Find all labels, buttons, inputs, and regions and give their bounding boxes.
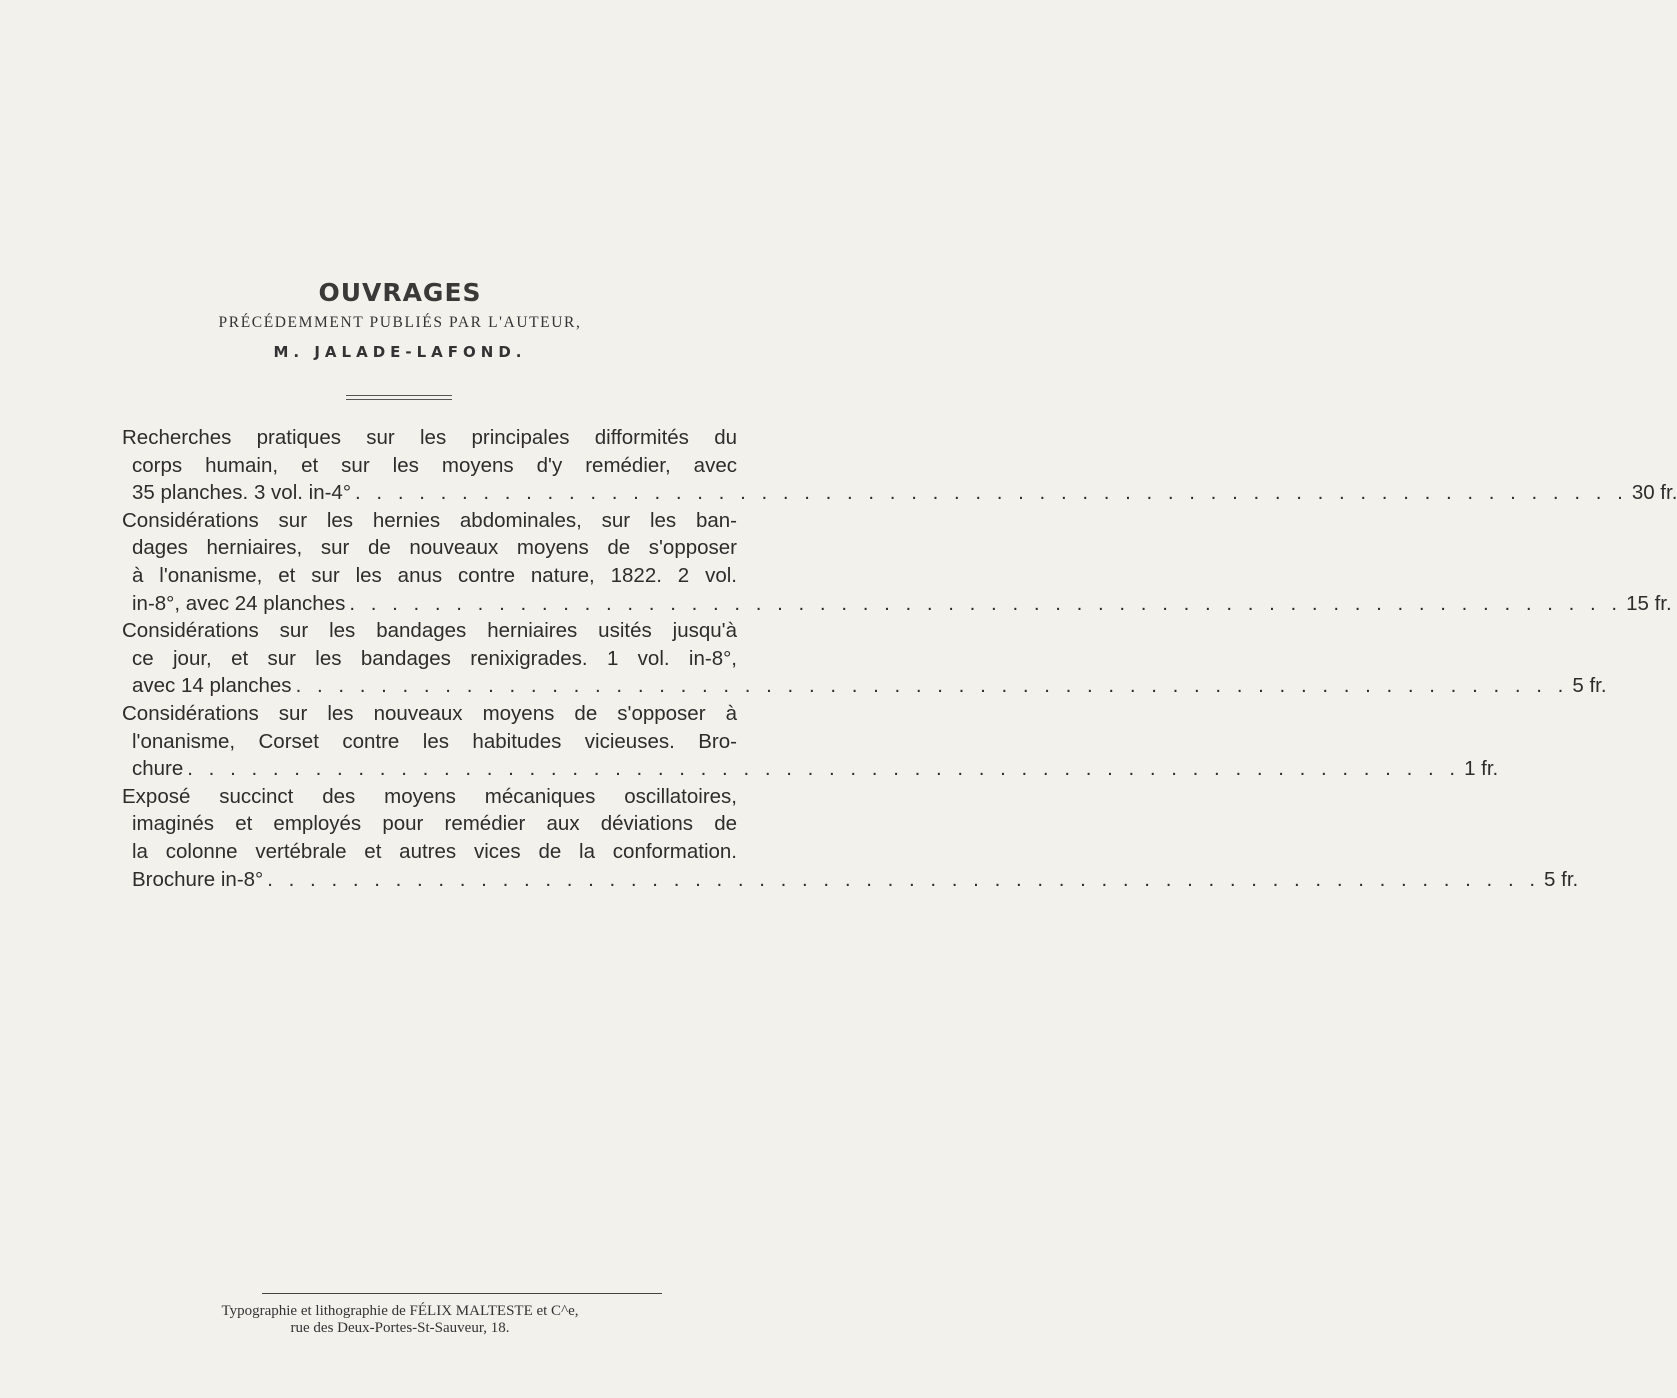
work-entry bbox=[122, 783, 1579, 893]
double-rule-divider bbox=[346, 395, 452, 400]
work-entry bbox=[122, 700, 1499, 783]
page-subtitle: PRÉCÉDEMMENT PUBLIÉS PAR L'AUTEUR, bbox=[218, 314, 582, 331]
printer-imprint bbox=[0, 1303, 800, 1337]
dot-leader: . . . . . . . . . . . . . . . . . . . . . . . . . . . . . . . . . . . . . . . . . . . . . . . . . . . . . . . . . . . . bbox=[187, 757, 1461, 781]
entry-text-line: corps humain, et sur les moyens d'y remédier, avec bbox=[132, 453, 737, 477]
entry-text-line: dages herniaires, sur de nouveaux moyens de s'opposer bbox=[132, 536, 737, 560]
page-title: OUVRAGES bbox=[318, 278, 482, 307]
entry-text-line: à l'onanisme, et sur les anus contre nature, 1822. 2 vol. bbox=[132, 563, 737, 587]
entry-text-line: Recherches pratiques sur les principales difformités du bbox=[122, 426, 737, 449]
entry-text-line: Brochure in-8° bbox=[132, 867, 264, 891]
works-list bbox=[122, 424, 1677, 893]
entry-text-line: ce jour, et sur les bandages renixigrades. 1 vol. in-8°, bbox=[132, 646, 737, 670]
entry-price-line bbox=[132, 866, 1579, 894]
entry-text-line: Considérations sur les hernies abdominales, sur les ban- bbox=[122, 508, 737, 532]
entry-price-line bbox=[132, 590, 1672, 618]
dot-leader: . . . . . . . . . . . . . . . . . . . . . . . . . . . . . . . . . . . . . . . . . . . . . . . . . . . . . . . . . . . . bbox=[295, 674, 1569, 698]
dot-leader: . . . . . . . . . . . . . . . . . . . . . . . . . . . . . . . . . . . . . . . . . . . . . . . . . . . . . . . . . . . . bbox=[355, 481, 1628, 505]
entry-text-line: imaginés et employés pour remédier aux déviations de bbox=[132, 812, 737, 836]
entry-text-line: avec 14 planches bbox=[132, 674, 292, 698]
entry-price-line bbox=[132, 755, 1499, 783]
work-entry bbox=[122, 424, 1677, 507]
entry-price-line bbox=[132, 672, 1607, 700]
dot-leader: . . . . . . . . . . . . . . . . . . . . . . . . . . . . . . . . . . . . . . . . . . . . . . . . . . . . . . . . . . . . bbox=[349, 591, 1623, 615]
work-entry bbox=[122, 617, 1607, 700]
entry-price: 1 fr. bbox=[1464, 757, 1499, 781]
entry-price-line bbox=[132, 479, 1677, 507]
entry-text-line: la colonne vertébrale et autres vices de la conformation. bbox=[132, 839, 737, 863]
entry-text-line: Exposé succinct des moyens mécaniques oscillatoires, bbox=[122, 784, 737, 808]
entry-text-line: chure bbox=[132, 757, 184, 781]
entry-price: 30 fr. bbox=[1631, 481, 1677, 505]
entry-price: 5 fr. bbox=[1572, 674, 1607, 698]
author-name: M. JALADE-LAFOND. bbox=[273, 343, 527, 361]
entry-text-line: Considérations sur les bandages herniaires usités jusqu'à bbox=[122, 619, 737, 643]
entry-text-line: in-8°, avec 24 planches bbox=[132, 591, 346, 615]
entry-price: 5 fr. bbox=[1544, 867, 1579, 891]
entry-price: 15 fr. bbox=[1626, 591, 1672, 615]
entry-text-line: l'onanisme, Corset contre les habitudes vicieuses. Bro- bbox=[132, 729, 737, 753]
entry-text-line: 35 planches. 3 vol. in-4° bbox=[132, 481, 352, 505]
work-entry bbox=[122, 507, 1672, 617]
imprint-line-1: Typographie et lithographie de FÉLIX MALTESTE et C^e, bbox=[221, 1303, 579, 1319]
imprint-line-2: rue des Deux-Portes-St-Sauveur, 18. bbox=[290, 1320, 510, 1336]
footer-rule bbox=[262, 1293, 662, 1294]
entry-text-line: Considérations sur les nouveaux moyens de s'opposer à bbox=[122, 701, 737, 725]
dot-leader: . . . . . . . . . . . . . . . . . . . . . . . . . . . . . . . . . . . . . . . . . . . . . . . . . . . . . . . . . . . . bbox=[267, 867, 1541, 891]
